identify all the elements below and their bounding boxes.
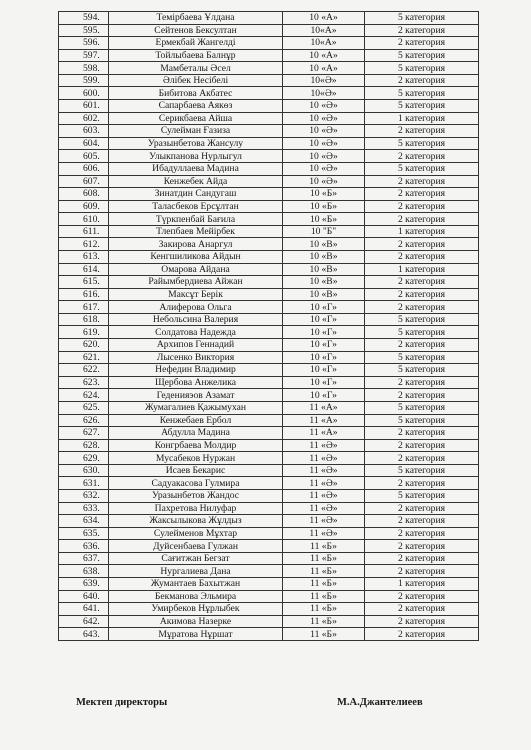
class-name: 11 «Ә» [283, 515, 365, 528]
table-row [59, 552, 479, 565]
category: 1 категория [365, 578, 479, 591]
student-name: Нефедин Владимир [109, 364, 283, 377]
table-row [59, 351, 479, 364]
class-name: 11 «Ә» [283, 527, 365, 540]
category: 2 категория [365, 389, 479, 402]
table-row [59, 502, 479, 515]
class-name: 10«Ә» [283, 74, 365, 87]
student-name: Ибадуллаева Мадина [109, 162, 283, 175]
table-row [59, 225, 479, 238]
category: 1 категория [365, 112, 479, 125]
category: 2 категория [365, 339, 479, 352]
class-name: 11 «Б» [283, 540, 365, 553]
student-name: Райымбердиева Айжан [109, 276, 283, 289]
class-name: 11 «А» [283, 414, 365, 427]
table-row [59, 200, 479, 213]
table-row [59, 24, 479, 37]
table-row [59, 62, 479, 75]
table-row [59, 628, 479, 641]
row-number: 635. [59, 527, 109, 540]
student-name: Жумантаев Бахытжан [109, 578, 283, 591]
class-name: 11 «Б» [283, 565, 365, 578]
student-name: Кенжебек Айда [109, 175, 283, 188]
category: 5 категория [365, 313, 479, 326]
table-row [59, 427, 479, 440]
row-number: 627. [59, 427, 109, 440]
student-name: Небольсина Валерия [109, 313, 283, 326]
category: 2 категория [365, 628, 479, 641]
class-name: 11 «А» [283, 427, 365, 440]
class-name: 10 «Ә» [283, 125, 365, 138]
category: 2 категория [365, 427, 479, 440]
category: 5 категория [365, 326, 479, 339]
student-name: Лысенко Виктория [109, 351, 283, 364]
table-row [59, 364, 479, 377]
table-row [59, 49, 479, 62]
category: 2 категория [365, 376, 479, 389]
class-name: 10«А» [283, 24, 365, 37]
table-row [59, 603, 479, 616]
row-number: 619. [59, 326, 109, 339]
class-name: 11 «А» [283, 401, 365, 414]
row-number: 622. [59, 364, 109, 377]
category: 5 категория [365, 87, 479, 100]
row-number: 641. [59, 603, 109, 616]
row-number: 600. [59, 87, 109, 100]
category: 5 категория [365, 62, 479, 75]
table-row [59, 12, 479, 25]
student-name: Умирбеков Нұрлыбек [109, 603, 283, 616]
class-name: 11 «Ә» [283, 502, 365, 515]
category: 2 категория [365, 200, 479, 213]
table-row [59, 125, 479, 138]
table-row [59, 515, 479, 528]
student-name: Кенжебаев Ербол [109, 414, 283, 427]
director-signature-name: М.А.Джантелиеев [337, 697, 423, 708]
category: 2 категория [365, 552, 479, 565]
class-name: 10 «Б» [283, 213, 365, 226]
row-number: 632. [59, 489, 109, 502]
class-name: 10 «Г» [283, 313, 365, 326]
class-name: 10 «Б» [283, 200, 365, 213]
category: 5 категория [365, 401, 479, 414]
student-name: Алиферова Ольга [109, 301, 283, 314]
class-name: 10 «Г» [283, 376, 365, 389]
class-name: 11 «Ә» [283, 464, 365, 477]
row-number: 604. [59, 137, 109, 150]
class-name: 11 «Ә» [283, 489, 365, 502]
student-name: Сағитжан Бегзат [109, 552, 283, 565]
student-name: Темірбаева Ұлдана [109, 12, 283, 25]
student-name: Конгрбаева Молдир [109, 439, 283, 452]
class-name: 10 «Ә» [283, 175, 365, 188]
category: 2 категория [365, 288, 479, 301]
class-name: 10 «А» [283, 49, 365, 62]
class-name: 10 «Г» [283, 326, 365, 339]
row-number: 613. [59, 250, 109, 263]
table-row [59, 238, 479, 251]
student-name: Геденияэов Азамат [109, 389, 283, 402]
row-number: 597. [59, 49, 109, 62]
row-number: 626. [59, 414, 109, 427]
category: 2 категория [365, 175, 479, 188]
table-row [59, 477, 479, 490]
class-name: 10 «В» [283, 288, 365, 301]
row-number: 602. [59, 112, 109, 125]
student-name: Пахретова Нилуфар [109, 502, 283, 515]
row-number: 637. [59, 552, 109, 565]
table-row [59, 590, 479, 603]
class-name: 10«А» [283, 37, 365, 50]
category: 5 категория [365, 100, 479, 113]
row-number: 631. [59, 477, 109, 490]
row-number: 594. [59, 12, 109, 25]
row-number: 621. [59, 351, 109, 364]
student-name: Исаев Бекарис [109, 464, 283, 477]
category: 2 категория [365, 477, 479, 490]
student-name: Жаксылыкова Жұлдыз [109, 515, 283, 528]
table-row [59, 615, 479, 628]
student-name: Максұт Берік [109, 288, 283, 301]
row-number: 643. [59, 628, 109, 641]
table-row [59, 112, 479, 125]
student-name: Бибитова Акбатес [109, 87, 283, 100]
category: 5 категория [365, 414, 479, 427]
row-number: 617. [59, 301, 109, 314]
row-number: 640. [59, 590, 109, 603]
class-name: 10 "Б" [283, 225, 365, 238]
table-row [59, 150, 479, 163]
class-name: 10 «Г» [283, 339, 365, 352]
category: 2 категория [365, 515, 479, 528]
category: 2 категория [365, 24, 479, 37]
row-number: 620. [59, 339, 109, 352]
class-name: 11 «Ә» [283, 477, 365, 490]
class-name: 11 «Б» [283, 578, 365, 591]
class-name: 11 «Б» [283, 615, 365, 628]
student-name: Садуакасова Гулмира [109, 477, 283, 490]
category: 2 категория [365, 527, 479, 540]
row-number: 611. [59, 225, 109, 238]
category: 2 категория [365, 603, 479, 616]
student-name: Кенгшиликова Айдын [109, 250, 283, 263]
table-row [59, 74, 479, 87]
table-row [59, 263, 479, 276]
class-name: 10 «Ә» [283, 100, 365, 113]
category: 2 категория [365, 590, 479, 603]
row-number: 639. [59, 578, 109, 591]
category: 2 категория [365, 615, 479, 628]
table-body [59, 12, 479, 641]
class-name: 11 «Б» [283, 603, 365, 616]
row-number: 630. [59, 464, 109, 477]
row-number: 598. [59, 62, 109, 75]
student-name: Мұратова Нұршат [109, 628, 283, 641]
class-name: 10 «Б» [283, 188, 365, 201]
class-name: 10 «А» [283, 12, 365, 25]
class-name: 10 «Ә» [283, 137, 365, 150]
category: 2 категория [365, 188, 479, 201]
table-row [59, 414, 479, 427]
row-number: 628. [59, 439, 109, 452]
student-name: Зинатдин Сандугаш [109, 188, 283, 201]
class-name: 10 «Ә» [283, 112, 365, 125]
category: 2 категория [365, 213, 479, 226]
student-name: Закирова Анаргул [109, 238, 283, 251]
student-name: Тойлыбаева Балнұр [109, 49, 283, 62]
director-title: Мектеп директоры [76, 697, 168, 708]
category: 2 категория [365, 250, 479, 263]
class-name: 10 «В» [283, 238, 365, 251]
table-row [59, 213, 479, 226]
table-row [59, 188, 479, 201]
table-row [59, 250, 479, 263]
student-name: Уразынбетов Жандос [109, 489, 283, 502]
row-number: 616. [59, 288, 109, 301]
category: 1 категория [365, 225, 479, 238]
category: 5 категория [365, 364, 479, 377]
student-name: Түркпенбай Бағила [109, 213, 283, 226]
row-number: 634. [59, 515, 109, 528]
table-row [59, 565, 479, 578]
table-row [59, 389, 479, 402]
table-row [59, 37, 479, 50]
student-name: Мамбеталы Әсел [109, 62, 283, 75]
table-row [59, 489, 479, 502]
student-name: Солдатова Надежда [109, 326, 283, 339]
row-number: 625. [59, 401, 109, 414]
row-number: 609. [59, 200, 109, 213]
student-name: Бекманова Эльмира [109, 590, 283, 603]
row-number: 612. [59, 238, 109, 251]
student-category-table [58, 11, 479, 641]
student-name: Омарова Айдана [109, 263, 283, 276]
category: 2 категория [365, 238, 479, 251]
row-number: 614. [59, 263, 109, 276]
student-name: Архипов Геннадий [109, 339, 283, 352]
table-row [59, 401, 479, 414]
class-name: 10 «Г» [283, 389, 365, 402]
row-number: 615. [59, 276, 109, 289]
row-number: 624. [59, 389, 109, 402]
row-number: 629. [59, 452, 109, 465]
row-number: 603. [59, 125, 109, 138]
class-name: 11 «Ә» [283, 452, 365, 465]
class-name: 10 «В» [283, 263, 365, 276]
student-name: Мусабеков Нуржан [109, 452, 283, 465]
student-name: Улыкпанова Нурлыгул [109, 150, 283, 163]
class-name: 10 «В» [283, 250, 365, 263]
category: 2 категория [365, 37, 479, 50]
row-number: 636. [59, 540, 109, 553]
table-row [59, 137, 479, 150]
category: 5 категория [365, 351, 479, 364]
row-number: 633. [59, 502, 109, 515]
table-row [59, 439, 479, 452]
row-number: 608. [59, 188, 109, 201]
category: 2 категория [365, 301, 479, 314]
table-row [59, 162, 479, 175]
table-row [59, 452, 479, 465]
table-row [59, 276, 479, 289]
class-name: 10 «Г» [283, 364, 365, 377]
category: 2 категория [365, 125, 479, 138]
class-name: 10 «В» [283, 276, 365, 289]
row-number: 605. [59, 150, 109, 163]
student-name: Сапарбаева Аякөз [109, 100, 283, 113]
student-name: Жумагалиев Қажымухан [109, 401, 283, 414]
category: 5 категория [365, 49, 479, 62]
row-number: 601. [59, 100, 109, 113]
student-name: Акимова Назерке [109, 615, 283, 628]
table-row [59, 326, 479, 339]
table-row [59, 464, 479, 477]
row-number: 596. [59, 37, 109, 50]
category: 2 категория [365, 452, 479, 465]
table-row [59, 339, 479, 352]
row-number: 623. [59, 376, 109, 389]
student-name: Уразынбетова Жансулу [109, 137, 283, 150]
student-name: Сулейменов Мұхтар [109, 527, 283, 540]
student-name: Сулейман Ғазиза [109, 125, 283, 138]
table-row [59, 288, 479, 301]
row-number: 607. [59, 175, 109, 188]
student-name: Нургалиева Дана [109, 565, 283, 578]
student-name: Әлібек Несібелі [109, 74, 283, 87]
category: 5 категория [365, 137, 479, 150]
table-row [59, 313, 479, 326]
student-name: Серикбаева Айша [109, 112, 283, 125]
row-number: 642. [59, 615, 109, 628]
table-row [59, 376, 479, 389]
category: 2 категория [365, 276, 479, 289]
row-number: 638. [59, 565, 109, 578]
student-name: Ермекбай Жангелді [109, 37, 283, 50]
class-name: 10 «Г» [283, 351, 365, 364]
table-row [59, 540, 479, 553]
table-row [59, 175, 479, 188]
student-name: Тлепбаев Мейірбек [109, 225, 283, 238]
class-name: 11 «Ә» [283, 439, 365, 452]
category: 5 категория [365, 12, 479, 25]
student-name: Абдулла Мадина [109, 427, 283, 440]
student-name: Сейтенов Бексултан [109, 24, 283, 37]
row-number: 606. [59, 162, 109, 175]
category: 2 категория [365, 439, 479, 452]
student-name: Щербова Анжелика [109, 376, 283, 389]
category: 2 категория [365, 565, 479, 578]
category: 5 категория [365, 464, 479, 477]
class-name: 11 «Б» [283, 590, 365, 603]
student-name: Таласбеков Ерсұлтан [109, 200, 283, 213]
category: 2 категория [365, 74, 479, 87]
category: 2 категория [365, 150, 479, 163]
table-row [59, 527, 479, 540]
class-name: 10 «Ә» [283, 162, 365, 175]
category: 5 категория [365, 162, 479, 175]
category: 5 категория [365, 489, 479, 502]
class-name: 10 «Г» [283, 301, 365, 314]
row-number: 618. [59, 313, 109, 326]
class-name: 11 «Б» [283, 628, 365, 641]
class-name: 10«Ә» [283, 87, 365, 100]
class-name: 10 «Ә» [283, 150, 365, 163]
category: 2 категория [365, 540, 479, 553]
class-name: 11 «Б» [283, 552, 365, 565]
row-number: 610. [59, 213, 109, 226]
table-row [59, 301, 479, 314]
table-row [59, 578, 479, 591]
student-name: Дуйсенбаева Гулжан [109, 540, 283, 553]
row-number: 595. [59, 24, 109, 37]
category: 2 категория [365, 502, 479, 515]
category: 1 категория [365, 263, 479, 276]
class-name: 10 «А» [283, 62, 365, 75]
table-row [59, 100, 479, 113]
table-row [59, 87, 479, 100]
row-number: 599. [59, 74, 109, 87]
